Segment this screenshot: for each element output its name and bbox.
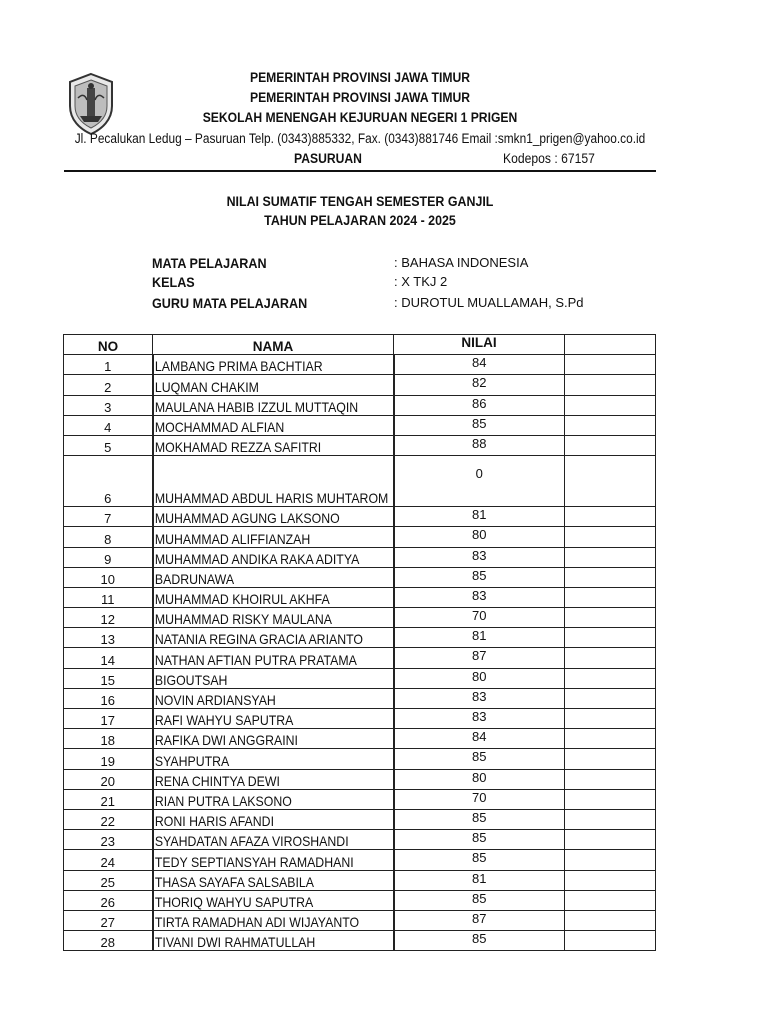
header-score: NILAI	[394, 335, 565, 355]
extra-cell	[565, 375, 656, 395]
header-postal-code: Kodepos : 67157	[503, 151, 595, 166]
student-name-cell	[153, 870, 394, 890]
student-name: THASA SAYAFA SALSABILA	[154, 873, 314, 890]
extra-cell	[565, 789, 656, 809]
table-row	[64, 749, 656, 769]
row-number: 1	[64, 355, 153, 375]
student-score: 85	[394, 415, 565, 435]
student-name-cell	[153, 850, 394, 870]
student-name-cell	[153, 709, 394, 729]
student-name: LAMBANG PRIMA BACHTIAR	[154, 358, 323, 375]
table-row	[64, 547, 656, 567]
student-name: MUHAMMAD KHOIRUL AKHFA	[154, 591, 330, 608]
student-name-cell	[153, 688, 394, 708]
extra-cell	[565, 709, 656, 729]
table-row	[64, 415, 656, 435]
student-score: 80	[394, 668, 565, 688]
student-score: 80	[394, 769, 565, 789]
student-score: 84	[394, 729, 565, 749]
student-score: 82	[394, 375, 565, 395]
extra-cell	[565, 355, 656, 375]
header-name: NAMA	[153, 335, 394, 355]
extra-cell	[565, 729, 656, 749]
row-number: 18	[64, 729, 153, 749]
table-row	[64, 910, 656, 930]
student-name-cell	[153, 395, 394, 415]
student-score: 83	[394, 688, 565, 708]
student-name-cell	[153, 769, 394, 789]
student-name: NATANIA REGINA GRACIA ARIANTO	[154, 631, 363, 648]
student-score: 85	[394, 890, 565, 910]
student-name: TEDY SEPTIANSYAH RAMADHANI	[154, 853, 354, 870]
row-number: 9	[64, 547, 153, 567]
row-number: 27	[64, 910, 153, 930]
subject-value: : BAHASA INDONESIA	[394, 255, 529, 270]
student-score: 88	[394, 435, 565, 455]
student-name-cell	[153, 608, 394, 628]
student-name: RAFIKA DWI ANGGRAINI	[154, 732, 298, 749]
student-name: SYAHDATAN AFAZA VIROSHANDI	[154, 833, 349, 850]
row-number: 13	[64, 628, 153, 648]
student-score: 87	[394, 910, 565, 930]
table-row	[64, 375, 656, 395]
class-value: : X TKJ 2	[394, 274, 448, 289]
extra-cell	[565, 608, 656, 628]
table-row	[64, 688, 656, 708]
student-score: 81	[394, 507, 565, 527]
extra-cell	[565, 547, 656, 567]
table-row	[64, 809, 656, 829]
student-score: 86	[394, 395, 565, 415]
student-name-cell	[153, 729, 394, 749]
row-number: 5	[64, 435, 153, 455]
row-number: 15	[64, 668, 153, 688]
student-name-cell	[153, 415, 394, 435]
student-name: RONI HARIS AFANDI	[154, 813, 274, 830]
table-row	[64, 931, 656, 951]
row-number: 24	[64, 850, 153, 870]
student-score: 80	[394, 527, 565, 547]
student-score: 83	[394, 709, 565, 729]
table-row	[64, 648, 656, 668]
header-government-repeat: PEMERINTAH PROVINSI JAWA TIMUR	[249, 90, 471, 105]
table-row	[64, 890, 656, 910]
student-name-cell	[153, 355, 394, 375]
extra-cell	[565, 648, 656, 668]
student-name: MUHAMMAD ANDIKA RAKA ADITYA	[154, 550, 359, 567]
extra-cell	[565, 628, 656, 648]
student-score: 70	[394, 789, 565, 809]
table-row	[64, 850, 656, 870]
row-number: 26	[64, 890, 153, 910]
subject-label: MATA PELAJARAN	[152, 255, 267, 271]
row-number: 22	[64, 809, 153, 829]
row-number: 7	[64, 507, 153, 527]
row-number: 25	[64, 870, 153, 890]
student-name: NATHAN AFTIAN PUTRA PRATAMA	[154, 651, 357, 668]
student-score: 85	[394, 749, 565, 769]
extra-cell	[565, 769, 656, 789]
student-name-cell	[153, 789, 394, 809]
student-name: NOVIN ARDIANSYAH	[154, 692, 276, 708]
header-government: PEMERINTAH PROVINSI JAWA TIMUR	[249, 70, 471, 85]
table-row	[64, 395, 656, 415]
extra-cell	[565, 507, 656, 527]
student-name-cell	[153, 547, 394, 567]
table-row	[64, 709, 656, 729]
student-name: MUHAMMAD ALIFFIANZAH	[154, 530, 310, 547]
extra-cell	[565, 910, 656, 930]
student-name: MAULANA HABIB IZZUL MUTTAQIN	[154, 398, 358, 415]
student-score: 0	[394, 456, 565, 507]
row-number: 20	[64, 769, 153, 789]
row-number: 6	[64, 456, 153, 507]
row-number: 2	[64, 375, 153, 395]
student-score: 85	[394, 931, 565, 951]
student-name-cell	[153, 910, 394, 930]
student-score: 70	[394, 608, 565, 628]
table-row	[64, 435, 656, 455]
student-name-cell	[153, 527, 394, 547]
extra-cell	[565, 456, 656, 507]
student-score: 85	[394, 830, 565, 850]
student-name: MUHAMMAD RISKY MAULANA	[154, 611, 332, 628]
student-name: BIGOUTSAH	[154, 671, 227, 688]
student-name: LUQMAN CHAKIM	[154, 378, 259, 395]
header-city: PASURUAN	[294, 151, 362, 166]
student-score: 87	[394, 648, 565, 668]
table-row	[64, 587, 656, 607]
student-name: RIAN PUTRA LAKSONO	[154, 792, 292, 809]
extra-cell	[565, 931, 656, 951]
student-score: 85	[394, 567, 565, 587]
row-number: 11	[64, 587, 153, 607]
extra-cell	[565, 870, 656, 890]
row-number: 28	[64, 931, 153, 951]
student-name-cell	[153, 931, 394, 951]
student-name: MOKHAMAD REZZA SAFITRI	[154, 439, 321, 456]
row-number: 19	[64, 749, 153, 769]
student-name: SYAHPUTRA	[154, 752, 229, 769]
student-name: MUHAMMAD AGUNG LAKSONO	[154, 510, 340, 527]
student-score: 85	[394, 850, 565, 870]
student-name: MOCHAMMAD ALFIAN	[154, 418, 284, 435]
student-name: RAFI WAHYU SAPUTRA	[154, 712, 293, 729]
table-row	[64, 789, 656, 809]
student-name-cell	[153, 830, 394, 850]
table-header-row	[64, 335, 656, 355]
header-divider	[64, 170, 656, 172]
header-address: Jl. Pecalukan Ledug – Pasuruan Telp. (0343)885332, Fax. (0343)881746 Email :smkn1_prigen@yahoo.co.id	[74, 131, 646, 146]
row-number: 10	[64, 567, 153, 587]
row-number: 16	[64, 688, 153, 708]
row-number: 8	[64, 527, 153, 547]
student-name-cell	[153, 567, 394, 587]
table-row	[64, 729, 656, 749]
row-number: 4	[64, 415, 153, 435]
student-name-cell	[153, 375, 394, 395]
row-number: 21	[64, 789, 153, 809]
table-row	[64, 507, 656, 527]
extra-cell	[565, 830, 656, 850]
student-name: BADRUNAWA	[154, 570, 234, 587]
extra-cell	[565, 527, 656, 547]
student-name: TIVANI DWI RAHMATULLAH	[154, 934, 315, 951]
table-row	[64, 567, 656, 587]
student-score: 83	[394, 587, 565, 607]
student-name-cell	[153, 507, 394, 527]
extra-cell	[565, 567, 656, 587]
row-number: 17	[64, 709, 153, 729]
row-number: 12	[64, 608, 153, 628]
extra-cell	[565, 415, 656, 435]
table-row	[64, 769, 656, 789]
student-name: MUHAMMAD ABDUL HARIS MUHTAROM	[154, 490, 388, 507]
table-row	[64, 628, 656, 648]
extra-cell	[565, 668, 656, 688]
student-name-cell	[153, 628, 394, 648]
student-score: 83	[394, 547, 565, 567]
extra-cell	[565, 850, 656, 870]
header-no: NO	[64, 335, 153, 355]
row-number: 23	[64, 830, 153, 850]
extra-cell	[565, 395, 656, 415]
student-name-cell	[153, 456, 394, 507]
table-row	[64, 668, 656, 688]
extra-cell	[565, 435, 656, 455]
student-name-cell	[153, 890, 394, 910]
row-number: 3	[64, 395, 153, 415]
document-subtitle: TAHUN PELAJARAN 2024 - 2025	[264, 213, 456, 228]
table-row	[64, 355, 656, 375]
grades-table	[63, 334, 656, 951]
student-score: 85	[394, 809, 565, 829]
header-school-name: SEKOLAH MENENGAH KEJURUAN NEGERI 1 PRIGEN	[202, 110, 518, 125]
table-row	[64, 527, 656, 547]
extra-cell	[565, 890, 656, 910]
class-label: KELAS	[152, 274, 195, 290]
row-number: 14	[64, 648, 153, 668]
student-name-cell	[153, 749, 394, 769]
student-name: RENA CHINTYA DEWI	[154, 772, 280, 789]
student-name-cell	[153, 587, 394, 607]
student-name: TIRTA RAMADHAN ADI WIJAYANTO	[154, 914, 359, 931]
student-score: 81	[394, 870, 565, 890]
table-row	[64, 608, 656, 628]
header-extra	[565, 335, 656, 355]
student-name-cell	[153, 668, 394, 688]
student-name-cell	[153, 648, 394, 668]
student-name-cell	[153, 809, 394, 829]
extra-cell	[565, 809, 656, 829]
extra-cell	[565, 688, 656, 708]
table-row	[64, 870, 656, 890]
table-row	[64, 456, 656, 507]
teacher-value: : DUROTUL MUALLAMAH, S.Pd	[394, 295, 584, 310]
student-name-cell	[153, 435, 394, 455]
student-score: 81	[394, 628, 565, 648]
extra-cell	[565, 587, 656, 607]
teacher-label: GURU MATA PELAJARAN	[152, 295, 308, 311]
document-title: NILAI SUMATIF TENGAH SEMESTER GANJIL	[226, 194, 494, 209]
student-score: 84	[394, 355, 565, 375]
extra-cell	[565, 749, 656, 769]
student-name: THORIQ WAHYU SAPUTRA	[154, 893, 313, 910]
table-row	[64, 830, 656, 850]
